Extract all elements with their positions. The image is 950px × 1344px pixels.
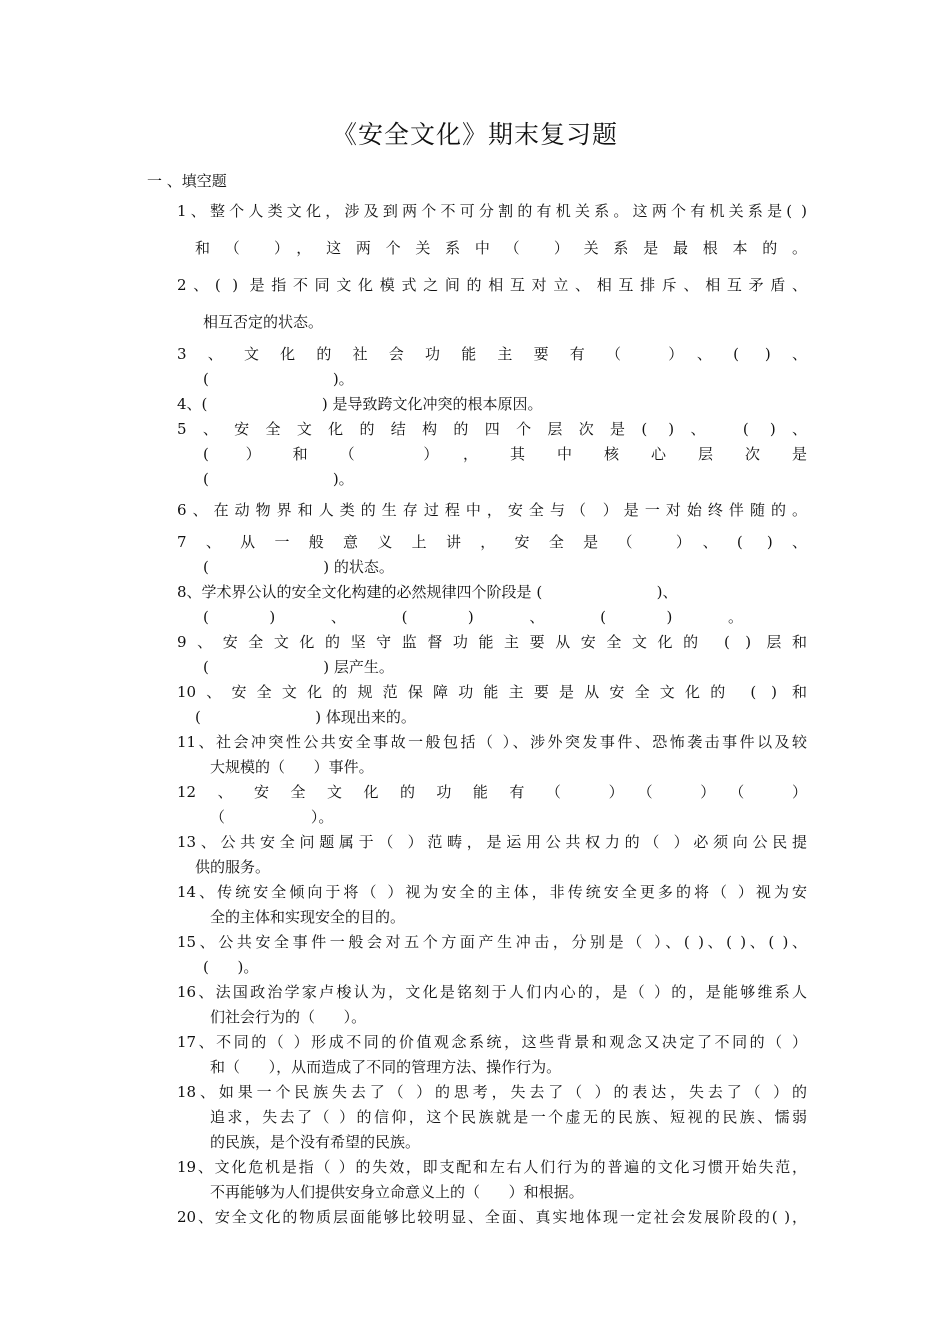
question-line: ( ）和（ ），其中核心层次是 — [203, 445, 807, 463]
question-line: 供的服务。 — [195, 858, 271, 876]
question-line: 大规模的（ ）事件。 — [210, 758, 374, 776]
question-line: 16、法国政治学家卢梭认为，文化是铭刻于人们内心的，是（ ）的，是能够维系人 — [177, 983, 807, 1001]
section-heading: 一 、填空题 — [147, 172, 227, 190]
question-line: 2、( ) 是指不同文化模式之间的相互对立、相互排斥、相互矛盾、 — [177, 276, 807, 294]
question-line: 不再能够为人们提供安身立命意义上的（ ）和根据。 — [210, 1183, 584, 1201]
question-line: 13、公共安全问题属于（ ）范畴，是运用公共权力的（ ）必须向公民提 — [177, 833, 807, 851]
question-line: 相互否定的状态。 — [203, 313, 324, 331]
question-line: （ ）。 — [210, 808, 334, 826]
question-line: 15、公共安全事件一般会对五个方面产生冲击，分别是（ ）、( )、( )、( )、 — [177, 933, 807, 951]
question-line: 4、( ) 是导致跨文化冲突的根本原因。 — [177, 395, 543, 413]
question-line: 18、如果一个民族失去了（ ）的思考，失去了（ ）的表达，失去了（ ）的 — [177, 1083, 807, 1101]
question-line: 8、学术界公认的安全文化构建的必然规律四个阶段是 ( )、 — [177, 583, 678, 601]
question-line: 和（ ），从而造成了不同的管理方法、操作行为。 — [210, 1058, 562, 1076]
question-line: 全的主体和实现安全的目的。 — [210, 908, 406, 926]
question-line: 19、文化危机是指（ ）的失效，即支配和左右人们行为的普遍的文化习惯开始失范， — [177, 1158, 807, 1176]
question-line: 们社会行为的（ ）。 — [210, 1008, 367, 1026]
question-line: 1、整个人类文化，涉及到两个不可分割的有机关系。这两个有机关系是( ) — [177, 202, 807, 220]
question-line: 和（ ），这两个关系中（ ）关系是最根本的。 — [195, 239, 807, 257]
question-line: 5、安全文化的结构的四个层次是( )、 ( )、 — [177, 420, 807, 438]
question-line: 追求，失去了（ ）的信仰，这个民族就是一个虚无的民族、短视的民族、懦弱 — [210, 1108, 807, 1126]
question-line: ( )。 — [203, 958, 259, 976]
question-line: 10、安全文化的规范保障功能主要是从安全文化的 ( ) 和 — [177, 683, 807, 701]
question-line: 3、文化的社会功能主要有（ ）、( )、 — [177, 345, 807, 363]
question-line: ( )。 — [203, 370, 354, 388]
question-line: ( )、( )、( )。 — [203, 608, 743, 626]
question-line: ( ) 层产生。 — [203, 658, 394, 676]
question-line: 17、不同的（ ）形成不同的价值观念系统，这些背景和观念又决定了不同的（ ） — [177, 1033, 807, 1051]
question-line: 的民族，是个没有希望的民族。 — [210, 1133, 421, 1151]
question-line: 20、安全文化的物质层面能够比较明显、全面、真实地体现一定社会发展阶段的( )， — [177, 1208, 807, 1226]
question-line: 12、安全文化的功能有（ ）（ ）（ ） — [177, 783, 807, 801]
question-line: 7、从一般意义上讲，安全是（ ）、( )、 — [177, 533, 807, 551]
question-line: ( )。 — [203, 470, 354, 488]
question-line: ( ) 的状态。 — [203, 558, 394, 576]
question-line: 9、安全文化的坚守监督功能主要从安全文化的 ( ) 层和 — [177, 633, 807, 651]
page-title: 《安全文化》期末复习题 — [331, 120, 618, 149]
question-line: 14、传统安全倾向于将（ ）视为安全的主体，非传统安全更多的将（ ）视为安 — [177, 883, 807, 901]
question-line: 6、在动物界和人类的生存过程中，安全与（ ）是一对始终伴随的。 — [177, 501, 807, 519]
question-line: ( ) 体现出来的。 — [195, 708, 416, 726]
question-line: 11、社会冲突性公共安全事故一般包括（ ）、涉外突发事件、恐怖袭击事件以及较 — [177, 733, 807, 751]
